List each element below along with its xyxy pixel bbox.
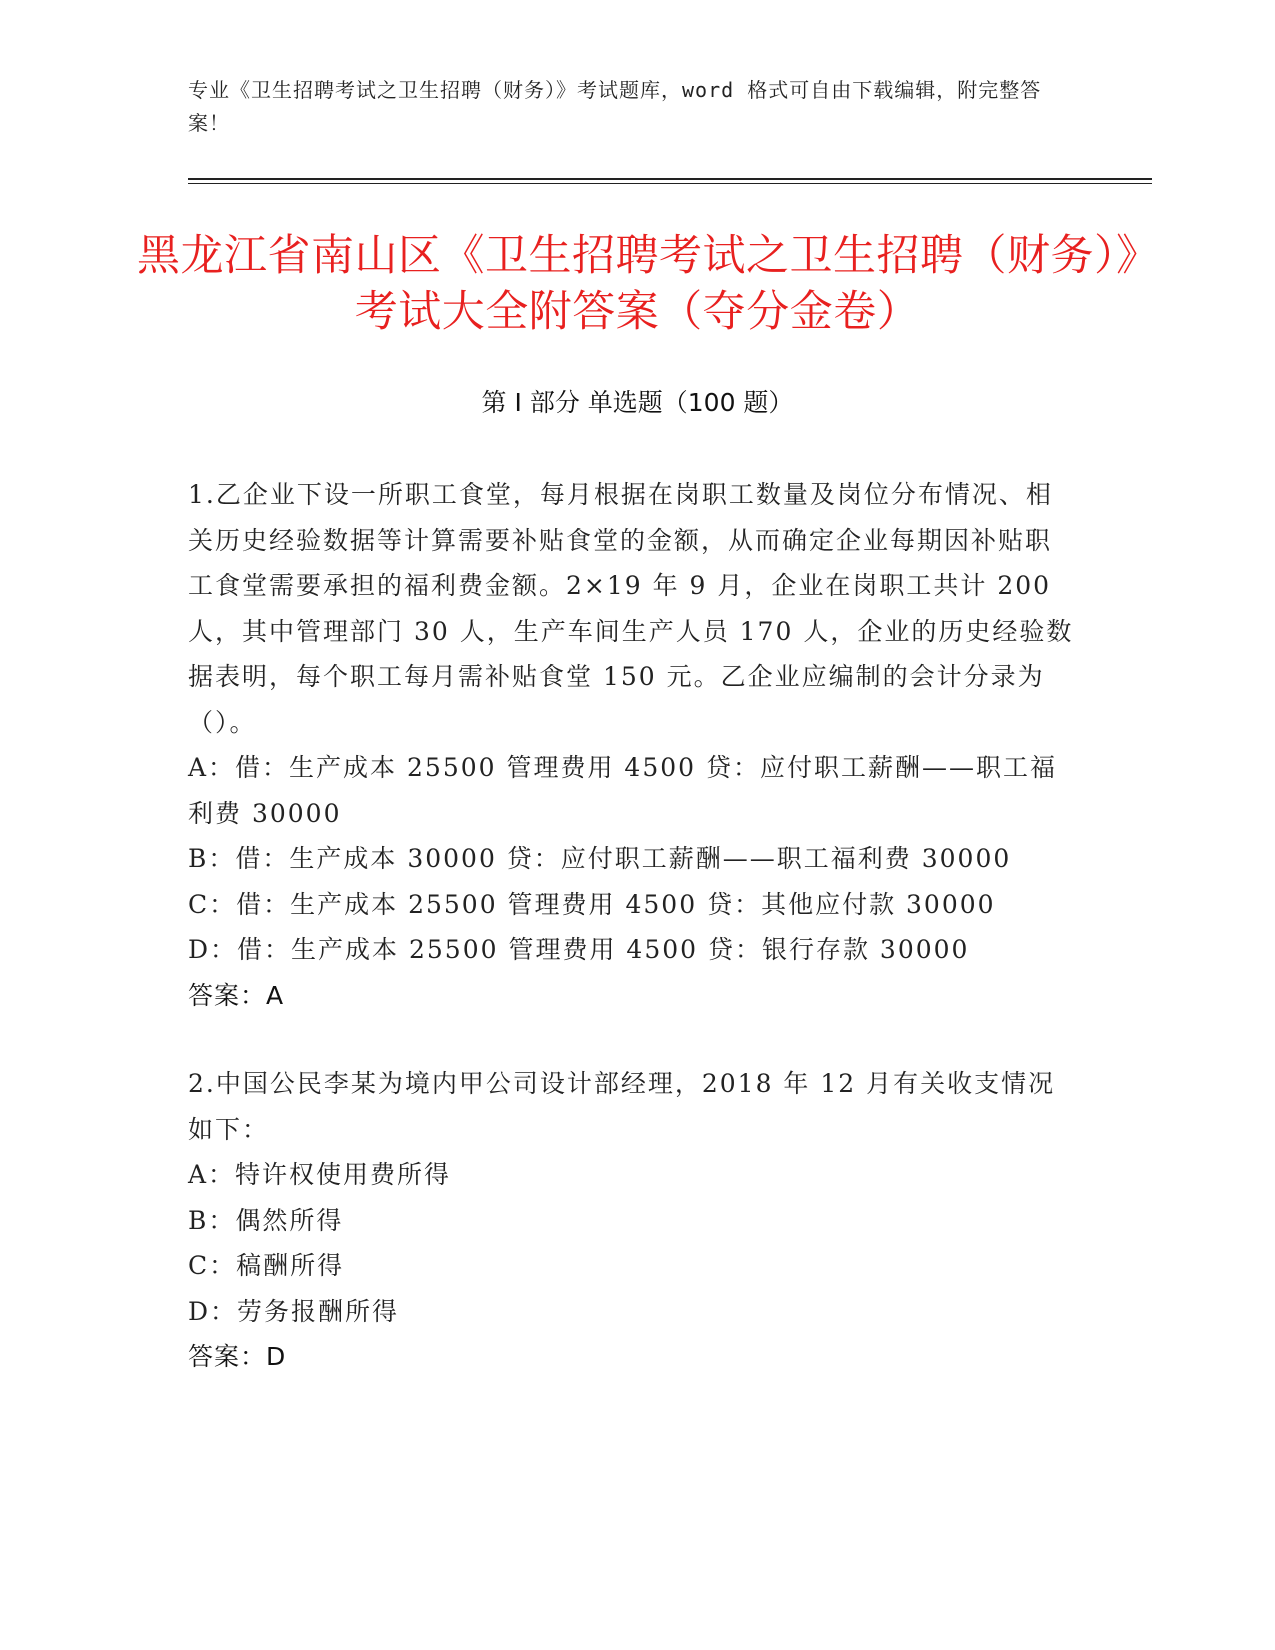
option-c: C：稿酬所得 bbox=[188, 1251, 345, 1280]
option-a: A：特许权使用费所得 bbox=[188, 1160, 452, 1189]
question-1 bbox=[188, 472, 1078, 1018]
question-2 bbox=[188, 1061, 1078, 1380]
answer-label: 答案：A bbox=[188, 980, 285, 1010]
header-divider-thick bbox=[188, 178, 1152, 180]
option-d: D：劳务报酬所得 bbox=[188, 1296, 400, 1326]
option-b: B：偶然所得 bbox=[188, 1205, 344, 1235]
option-a: A：借：生产成本 25500 管理费用 4500 贷：应付职工薪酬——职工福利费 30000 bbox=[188, 753, 1057, 828]
header-divider-thin bbox=[188, 183, 1152, 184]
answer-label: 答案：D bbox=[188, 1342, 287, 1371]
header-note: 专业《卫生招聘考试之卫生招聘（财务）》考试题库，word 格式可自由下载编辑，附完整答案！ bbox=[188, 78, 1042, 135]
section-heading: 第 I 部分 单选题（100 题） bbox=[481, 388, 794, 417]
document-title: 黑龙江省南山区《卫生招聘考试之卫生招聘（财务）》考试大全附答案（夺分金卷） bbox=[137, 231, 1138, 337]
option-b: B：借：生产成本 30000 贷：应付职工薪酬——职工福利费 30000 bbox=[188, 844, 1012, 873]
option-c: C：借：生产成本 25500 管理费用 4500 贷：其他应付款 30000 bbox=[188, 889, 996, 919]
option-d: D：借：生产成本 25500 管理费用 4500 贷：银行存款 30000 bbox=[188, 935, 970, 964]
question-stem: 1.乙企业下设一所职工食堂，每月根据在岗职工数量及岗位分布情况、相关历史经验数据等计算需要补贴食堂的金额，从而确定企业每期因补贴职工食堂需要承担的福利费金额。2×19 年 9 月，企业在岗职工共计 200 人，其中管理部门 30 人，生产车间生产人员 170 人，企业的历史经验数据表明，每个职工每月需补贴食堂 150 元。乙企业应编制的会计分录为（）。 bbox=[188, 480, 1074, 737]
question-stem: 2.中国公民李某为境内甲公司设计部经理，2018 年 12 月有关收支情况如下： bbox=[188, 1069, 1056, 1144]
